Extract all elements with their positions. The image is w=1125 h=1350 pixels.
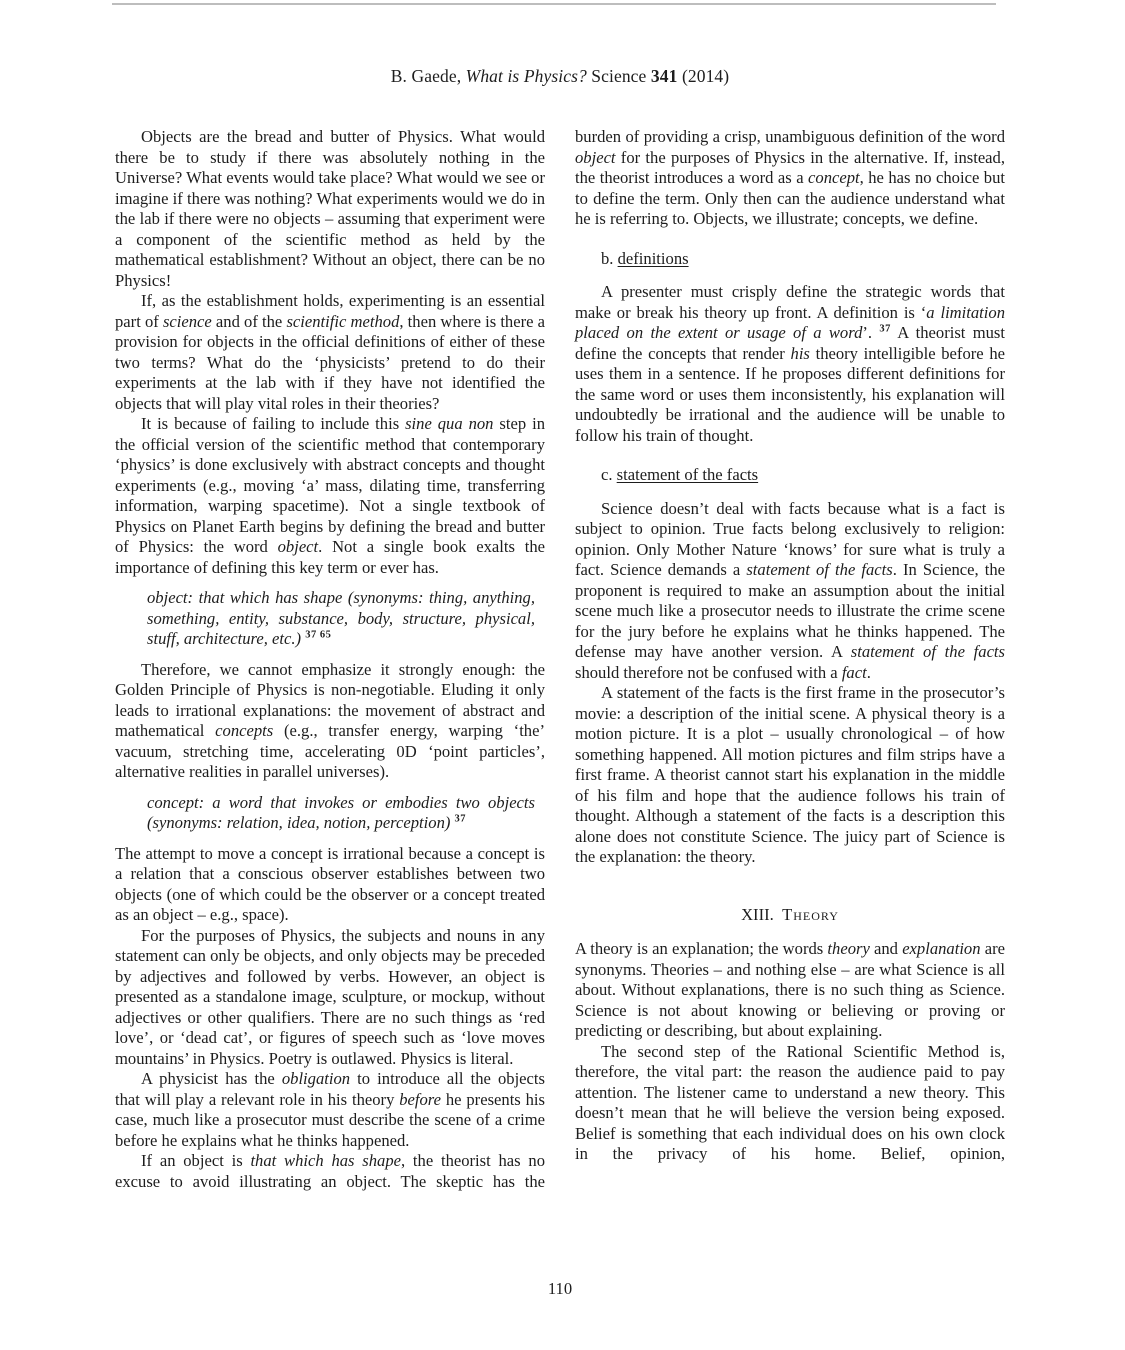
text-run: concepts	[215, 721, 274, 740]
text-run: are synonyms. Theories – and nothing else – are what Science is all about. Without explanations, there is no such thing as Science. Science is not about knowing or believing or proving or predicting or describing, but about explaining.	[575, 939, 1005, 1040]
body-paragraph	[575, 1042, 1005, 1165]
body-paragraph	[115, 926, 545, 1070]
text-run: It is because of failing to include this	[141, 414, 406, 433]
text-run: What is Physics?	[465, 66, 587, 86]
body-paragraph	[115, 660, 545, 783]
page-top-rule	[112, 3, 996, 5]
text-run: should therefore not be confused with a	[575, 662, 842, 682]
text-run: , the theorist has no excuse to avoid illustrating an object. The skeptic has the	[115, 1151, 545, 1191]
text-run: statement of the facts	[850, 642, 1005, 661]
text-run: statement of the facts	[746, 560, 893, 579]
definition-blockquote	[147, 588, 535, 650]
text-run: . In Science, the proponent is required to make an assumption about the initial scene much like a prosecutor needs to illustrate the crime scene for the jury before he explains what he thinks happened. The defense may have another version. A	[575, 560, 1006, 661]
text-run: The attempt to move a concept is irrational because a concept is a relation that a conscious observer establishes between two objects (one of which could be the observer or a concept treated as an object – e.g., space).	[115, 843, 545, 924]
text-run: Therefore, we cannot emphasize it strongly enough: the Golden Principle of Physics is non-negotiable. Eluding it only leads to irrational explanations: the movement of abstract and mathematical	[115, 659, 545, 740]
body-paragraph	[115, 1069, 545, 1151]
text-run: object	[277, 537, 319, 556]
text-run: concept: a word that invokes or embodies two objects (synonyms: relation, idea, notion, perception)	[147, 792, 535, 832]
text-run: sine qua non	[405, 414, 494, 433]
body-paragraph	[115, 844, 545, 926]
text-run: object: that which has shape (synonyms: thing, anything, something, entity, substance, body, structure, physical, stuff, architecture, etc.)	[147, 588, 535, 648]
text-run: fact	[841, 662, 867, 682]
text-run: and	[869, 939, 903, 958]
subsection-heading	[601, 465, 1005, 486]
body-paragraph	[575, 282, 1005, 446]
body-paragraph	[115, 1151, 545, 1192]
text-run: statement of the facts	[616, 465, 759, 484]
text-run: , he has no choice but to define the term. Only then can the audience understand what he is referring to. Objects, we illustrate; concepts, we define.	[575, 168, 1005, 228]
text-run: explanation	[902, 939, 981, 958]
text-run: A physicist has the	[141, 1069, 282, 1088]
footnote-reference: 37 65	[305, 629, 332, 641]
right-column	[575, 127, 1005, 1192]
text-run: for the purposes of Physics in the alternative. If, instead, the theorist introduces a word as a	[575, 147, 1005, 187]
body-paragraph	[115, 414, 545, 578]
text-run: For the purposes of Physics, the subjects and nouns in any statement can only be objects, and only objects may be preceded by adjectives and followed by verbs. However, an object is presented as a standalone image, sculpture, or mockup, without adjectives or other qualifiers. There are no such things as ‘red love’, or ‘dead cat’, or figures of speech such as ‘love moves mountains’ in Physics. Poetry is outlawed. Physics is literal.	[115, 925, 545, 1068]
body-paragraph	[115, 127, 545, 291]
text-run: concept	[808, 168, 860, 187]
body-paragraph	[575, 939, 1005, 1042]
text-run: scientific method	[286, 311, 400, 331]
text-run: c.	[601, 465, 617, 484]
body-paragraph	[115, 291, 545, 414]
text-run: he presents his case, much like a prosecutor must describe the scene of a crime before he explains what he thinks happened.	[115, 1089, 545, 1150]
text-run: and of the	[211, 311, 287, 331]
section-heading	[575, 905, 1005, 926]
text-run: ’.	[862, 323, 880, 342]
text-run: A presenter must crisply define the strategic words that make or break his theory up front. A definition is ‘	[575, 282, 1005, 322]
body-paragraph	[575, 683, 1005, 868]
text-run: , then where is there a provision for objects in the official definitions of either of these two terms? What do the ‘physicists’ pretend to do their experiments at the lab with if they have not identified the objects that will play vital roles in their theories?	[115, 311, 546, 413]
text-run: If, as the establishment holds, experimenting is an essential part of	[115, 291, 545, 331]
text-run: b.	[601, 248, 618, 268]
text-run: a limitation placed on the extent or usage of a word	[575, 302, 1005, 342]
text-run: 341	[650, 66, 678, 86]
text-run: theory intelligible before he uses them in a sentence. If he proposes different definitions for the same word or uses them inconsistently, his explanation will undoubtedly be irrational and the audience will be unable to follow his train of thought.	[575, 343, 1005, 445]
page-number: 110	[547, 1279, 573, 1298]
text-run: XIII.	[741, 904, 783, 924]
text-run: (2014)	[677, 66, 730, 86]
text-run: theory	[827, 939, 870, 958]
body-paragraph	[575, 127, 1005, 230]
text-run: burden of providing a crisp, unambiguous definition of the word	[575, 127, 1005, 146]
text-run: Science	[586, 66, 651, 86]
text-run: . Not a single book exalts the importance of defining this key term or ever has.	[115, 537, 545, 577]
text-run: B. Gaede,	[390, 66, 466, 86]
definition-blockquote	[147, 793, 535, 834]
text-run: (e.g., transfer energy, warping ‘the’ vacuum, stretching time, accelerating 0D ‘point particles’, alternative realities in parallel universes).	[115, 721, 545, 781]
text-run: definitions	[617, 248, 689, 268]
footnote-reference: 37	[879, 323, 891, 335]
text-run: Objects are the bread and butter of Physics. What would there be to study if there was absolutely nothing in the Universe? What events would take place? What would we see or imagine if there was nothing? What experiments would we do in the lab if there were no objects – assuming that experiment were a component of the scientific method as held by the mathematical establishment? Without an object, there can be no Physics!	[115, 127, 545, 290]
subsection-heading	[601, 249, 1005, 270]
text-run: his	[790, 343, 810, 363]
text-run: Science doesn’t deal with facts because what is a fact is subject to opinion. True facts belong exclusively to religion: opinion. Only Mother Nature ‘knows’ for sure what is truly a fact. Science demands a	[575, 498, 1005, 579]
text-run: object	[575, 147, 616, 167]
text-run: obligation	[281, 1069, 351, 1088]
text-run: A theorist must define the concepts that render	[575, 323, 1005, 363]
text-run: to introduce all the objects that will play a relevant role in his theory	[115, 1069, 545, 1109]
text-run: The second step of the Rational Scientific Method is, therefore, the vital part: the reason the audience paid to pay attention. The listener came to understand a new theory. This doesn’t mean that he will believe the version being exposed. Belief is something that each individual does on his own clock in the privacy of his home. Belief, opinion,	[575, 1041, 1005, 1163]
left-column	[115, 127, 545, 1192]
text-run: If an object is	[141, 1151, 251, 1170]
text-run: .	[866, 662, 871, 682]
page-body	[115, 127, 1005, 1192]
text-run: step in the official version of the scientific method that contemporary ‘physics’ is done exclusively with abstract concepts and thought experiments (e.g., moving ‘a’ mass, dilating time, transferring information, warping spacetime). Not a single textbook of Physics on Planet Earth begins by defining the bread and butter of Physics: the word	[115, 414, 545, 556]
text-run: Theory	[782, 904, 839, 924]
running-head	[115, 66, 1005, 87]
text-run: that which has shape	[250, 1151, 401, 1170]
text-run: A theory is an explanation; the words	[575, 939, 828, 958]
body-paragraph	[575, 499, 1005, 684]
footnote-reference: 37	[454, 813, 467, 825]
text-run: science	[162, 311, 212, 331]
text-run: before	[399, 1089, 442, 1109]
text-run: A statement of the facts is the first frame in the prosecutor’s movie: a description of the initial scene. A physical theory is a motion picture. It is a plot – usually chronological – of how something happened. All motion pictures and film strips have a first frame. A theorist cannot start his explanation in the middle of his film and hope that the audience follows his train of thought. Although a statement of the facts is a description this alone does not constitute Science. The juicy part of Science is the explanation: the theory.	[575, 683, 1005, 866]
